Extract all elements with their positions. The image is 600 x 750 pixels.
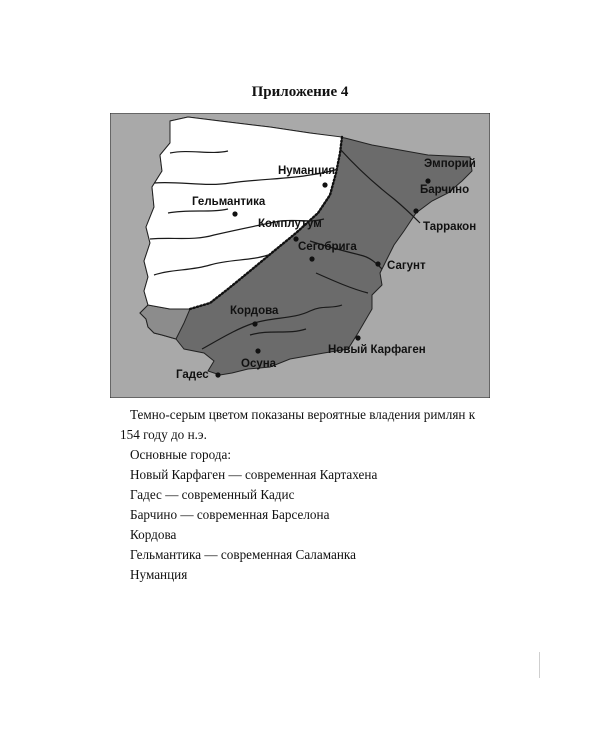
caption-intro: Темно-серым цветом показаны вероятные владения римлян к 154 году до н.э. xyxy=(120,407,476,442)
map-caption xyxy=(120,405,490,585)
city-dot-icon xyxy=(215,372,220,377)
city-label-gades: Гадес xyxy=(176,369,209,381)
caption-line: Кордова xyxy=(130,527,177,542)
city-label-sagunt: Сагунт xyxy=(387,260,426,272)
city-label-numantia: Нуманция xyxy=(278,165,336,177)
city-label-komplutum: Комплутум xyxy=(258,218,322,230)
iberia-map xyxy=(110,113,490,398)
city-dot-icon xyxy=(255,348,260,353)
caption-line: Гадес — современный Кадис xyxy=(130,487,295,502)
caption-line: Барчино — современная Барселона xyxy=(130,507,330,522)
city-label-novy-karfagen: Новый Карфаген xyxy=(328,344,426,356)
city-label-kordova: Кордова xyxy=(230,305,279,317)
city-dot-icon xyxy=(425,178,430,183)
scan-edge-mark xyxy=(539,652,540,678)
city-label-barchino: Барчино xyxy=(420,184,470,196)
city-label-tarrakon: Тарракон xyxy=(423,221,477,233)
city-dot-icon xyxy=(322,182,327,187)
caption-line: Гельмантика — современная Саламанка xyxy=(130,547,356,562)
city-label-gelmantika: Гельмантика xyxy=(192,196,266,208)
city-dot-icon xyxy=(413,208,418,213)
city-dot-icon xyxy=(355,335,360,340)
city-dot-icon xyxy=(309,256,314,261)
city-label-osuna: Осуна xyxy=(241,358,277,370)
city-dot-icon xyxy=(375,261,380,266)
city-dot-icon xyxy=(232,211,237,216)
appendix-title: Приложение 4 xyxy=(251,84,349,100)
caption-cities-heading: Основные города: xyxy=(130,447,232,462)
city-label-emporiy: Эмпорий xyxy=(424,158,476,170)
city-label-segobriga: Сегобрига xyxy=(298,241,357,253)
caption-line: Новый Карфаген — современная Картахена xyxy=(130,467,378,482)
city-dot-icon xyxy=(252,321,257,326)
caption-line: Нуманция xyxy=(130,567,188,582)
